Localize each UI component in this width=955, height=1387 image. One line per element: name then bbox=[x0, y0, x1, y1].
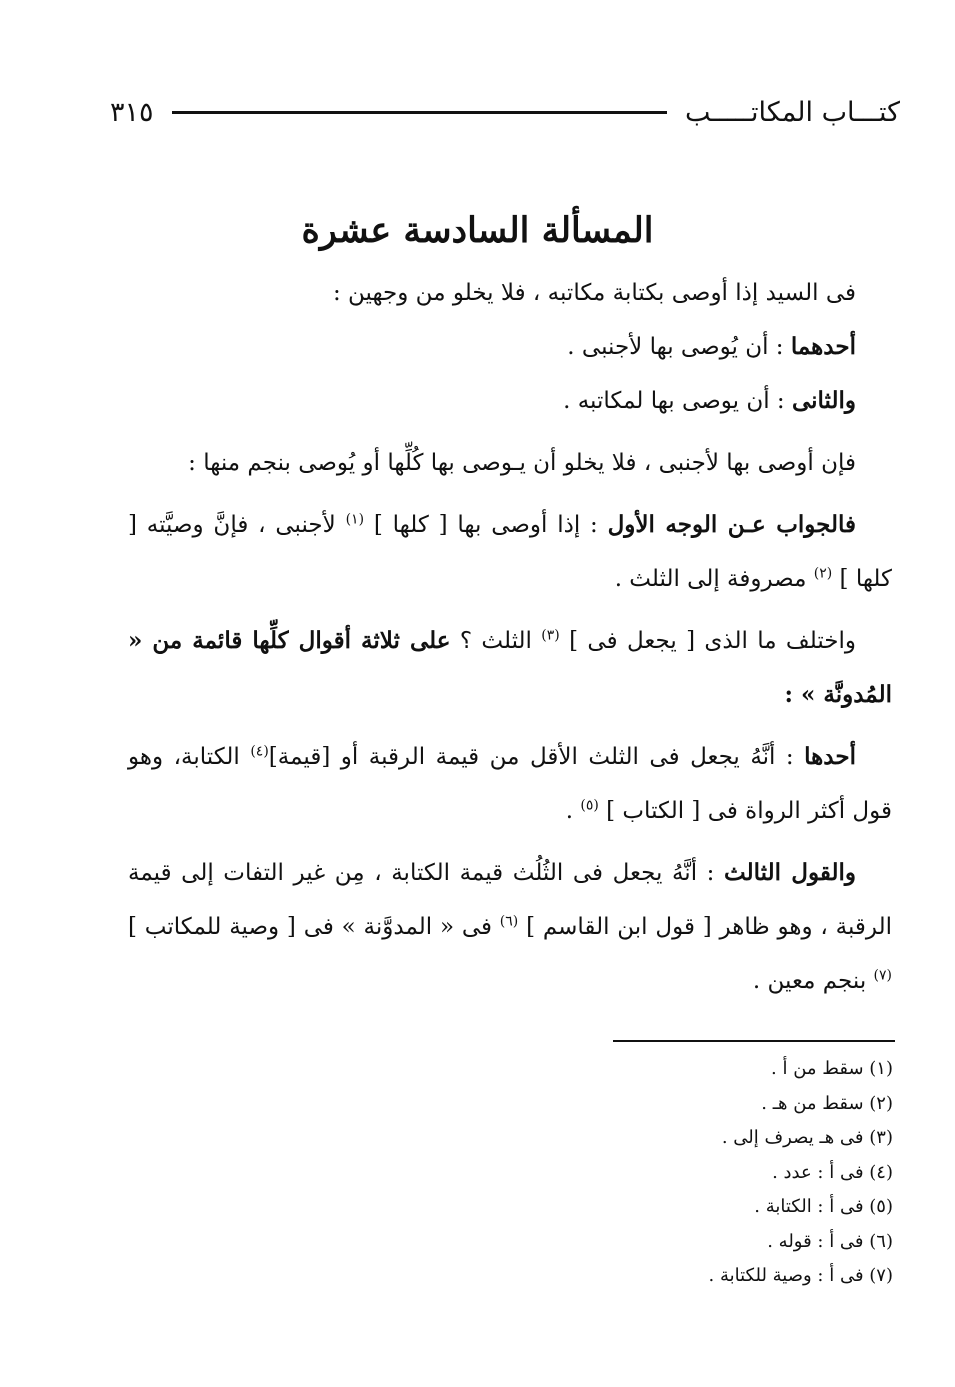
first-answer-text-c: مصروفة إلى الثلث . bbox=[614, 566, 814, 592]
third-opinion-label: والقول الثالث bbox=[724, 859, 856, 886]
disagreement-text-b: الثلث ؟ bbox=[450, 628, 542, 654]
header-rule bbox=[172, 111, 667, 114]
paragraph-disagreement bbox=[128, 614, 892, 722]
paragraph-first-answer bbox=[128, 498, 892, 606]
footnote-ref-6: (٦) bbox=[499, 913, 519, 930]
second-case-label: والثانى bbox=[791, 387, 856, 414]
footnote-6: (٦) فى أ : قوله . bbox=[767, 1230, 893, 1252]
footnote-ref-7: (٧) bbox=[873, 967, 892, 984]
body-text bbox=[128, 266, 892, 1008]
first-answer-label: فالجواب عـن الوجه الأول bbox=[607, 511, 856, 538]
first-opinion-label: أحدها bbox=[804, 743, 856, 770]
footnotes bbox=[493, 1052, 893, 1294]
footnote-ref-5: (٥) bbox=[580, 797, 599, 814]
first-answer-text-b: لأجنبى ، فإنَّ وصيَّته [ كلها ] bbox=[128, 512, 892, 592]
first-opinion-text-c: . bbox=[565, 798, 581, 824]
paragraph-first-case bbox=[128, 320, 892, 374]
first-answer-text-a: : إذا أوصى بها [ كلها ] bbox=[364, 512, 608, 538]
disagreement-bold: على ثلاثة أقوال كلِّها قائمة من « المُدونَّة » : bbox=[128, 627, 892, 708]
footnote-7: (٧) فى أ : وصية للكتابة . bbox=[708, 1265, 893, 1286]
footnote-ref-2: (٢) bbox=[813, 565, 833, 582]
third-opinion-text-b: فى « المدوَّنة » فى [ وصية للمكاتب ] bbox=[128, 914, 500, 940]
third-opinion-text-c: بنجم معين . bbox=[752, 968, 874, 994]
first-case-text: : أن يُوصى بها لأجنبى . bbox=[567, 334, 791, 360]
paragraph-intro: فى السيد إذا أوصى بكتابة مكاتبه ، فلا يخلو من وجهين : bbox=[332, 280, 856, 306]
page-number: ٣١٥ bbox=[110, 96, 154, 128]
third-opinion-text-a: : أنَّهُ يجعل فى الثُلُث قيمة الكتابة ، مِن غير التفات إلى قيمة الرقبة ، وهو ظاهر [ قول ابن القاسم ] bbox=[128, 860, 892, 940]
section-title: المسألة السادسة عشرة bbox=[301, 210, 654, 251]
footnote-ref-4: (٤) bbox=[250, 743, 269, 760]
first-case-label: أحدهما bbox=[790, 333, 856, 360]
footnote-3: (٣) فى هـ يصرف إلى . bbox=[721, 1127, 893, 1148]
disagreement-text-a: واختلف ما الذى [ يجعل فى ] bbox=[559, 628, 856, 654]
footnote-2: (٢) سقط من هـ . bbox=[761, 1092, 893, 1114]
second-case-text: : أن يوصى بها لمكاتبه . bbox=[563, 388, 792, 414]
footnote-ref-3: (٣) bbox=[541, 627, 560, 644]
footnote-rule bbox=[613, 1040, 895, 1042]
page-header bbox=[110, 92, 900, 132]
footnote-1: (١) سقط من أ . bbox=[771, 1058, 893, 1079]
footnote-5: (٥) فى أ : الكتابة . bbox=[754, 1196, 893, 1217]
paragraph-second-case bbox=[128, 374, 892, 428]
footnote-4: (٤) فى أ : عدد . bbox=[772, 1161, 893, 1183]
first-opinion-text-b: الكتابة، وهو قول أكثر الرواة فى [ الكتاب ] bbox=[128, 744, 892, 824]
paragraph-third-opinion bbox=[128, 846, 892, 1008]
running-title: كتـــاب المكاتـــــب bbox=[684, 96, 900, 128]
footnote-ref-1: (١) bbox=[345, 511, 365, 528]
first-opinion-text-a: : أنَّهُ يجعل فى الثلث الأقل من قيمة الرقبة أو [قيمة] bbox=[268, 744, 805, 770]
paragraph-first-opinion bbox=[128, 730, 892, 838]
paragraph-foreigner: فإن أوصى بها لأجنبى ، فلا يخلو أن يـوصى بها كُلِّها أو يُوصى بنجم منها : bbox=[188, 450, 856, 476]
